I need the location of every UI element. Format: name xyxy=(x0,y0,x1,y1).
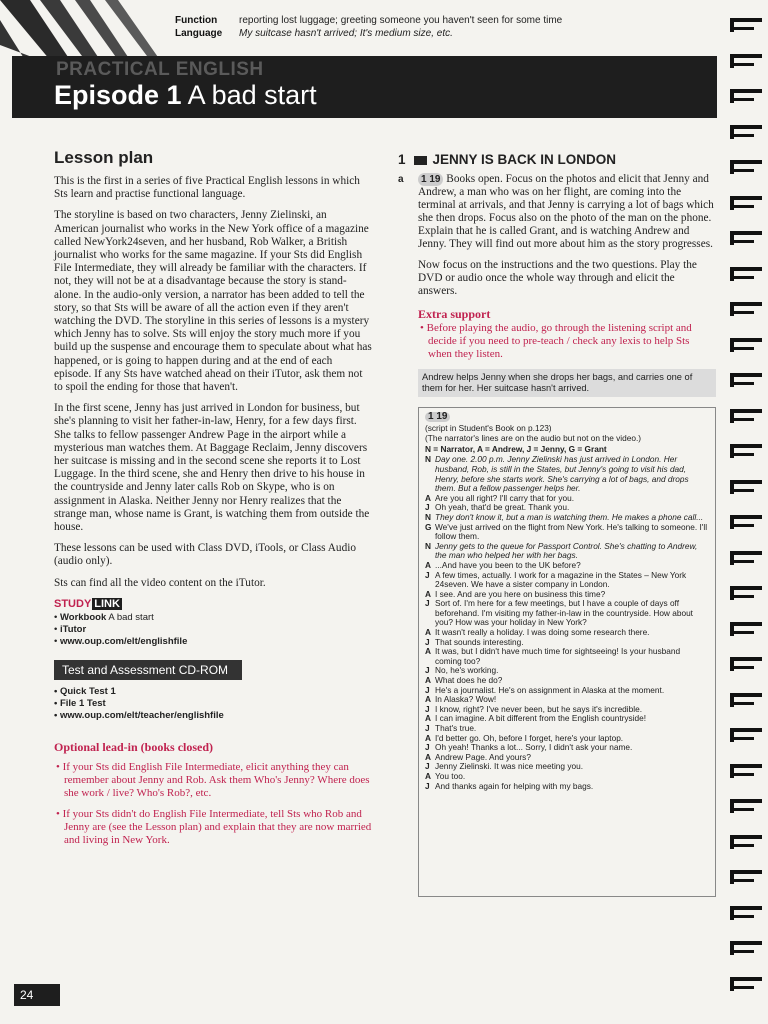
episode-name: A bad start xyxy=(187,80,317,110)
line-text: You too. xyxy=(435,770,466,781)
line-text: We've just arrived on the flight from New York. He's talking to someone. I'll follow them. xyxy=(435,521,708,542)
speaker-label: A xyxy=(425,646,431,657)
extra-support-text: Before playing the audio, go through the listening script and decide if you need to pre-teach / check any lexis to help Sts when they listen. xyxy=(426,322,692,360)
study-link-item xyxy=(54,636,372,648)
cdrom-item: • Quick Test 1 xyxy=(54,686,372,698)
line-text: Are you all right? I'll carry that for you. xyxy=(435,492,575,503)
line-text: It was, but I didn't have much time for sightseeing! Is your husband coming too? xyxy=(435,646,681,666)
activity-letter: a xyxy=(398,174,404,185)
line-text: He's a journalist. He's on assignment in Alaska at the moment. xyxy=(435,684,665,695)
binding-ring xyxy=(730,196,764,212)
binding-ring xyxy=(730,586,764,602)
binding-ring xyxy=(730,18,764,34)
line-text: I can imagine. A bit different from the English countryside! xyxy=(435,713,647,724)
line-text: I know, right? I've never been, but he says it's incredible. xyxy=(435,703,643,714)
binding-ring xyxy=(730,480,764,496)
speaker-label: J xyxy=(425,684,430,695)
binding-ring xyxy=(730,551,764,567)
study-label: STUDY xyxy=(54,597,92,610)
speaker-label: J xyxy=(425,636,430,647)
speaker-label: N xyxy=(425,511,431,522)
study-link-item xyxy=(54,624,372,636)
script-note-2: (The narrator's lines are on the audio but not on the video.) xyxy=(425,433,642,444)
binding-ring xyxy=(730,515,764,531)
script-line xyxy=(425,762,709,772)
function-language-box xyxy=(175,14,562,40)
binding-ring xyxy=(730,693,764,709)
speaker-label: A xyxy=(425,492,431,503)
optional-bullet-2-text: If your Sts didn't do English File Intermediate, tell Sts who Rob and Jenny are (see the Lesson plan) and explain that they are now married and living in New York. xyxy=(62,807,372,846)
study-link-item-bold: iTutor xyxy=(59,623,87,635)
line-text: That's true. xyxy=(435,723,477,733)
speaker-label: A xyxy=(425,694,431,705)
episode-title xyxy=(54,80,317,111)
binding-ring xyxy=(730,89,764,105)
language-label: Language xyxy=(175,28,223,39)
study-link-item-text: A bad start xyxy=(106,611,154,623)
optional-leadin-heading: Optional lead-in (books closed) xyxy=(54,739,214,754)
line-text: Sort of. I'm here for a few meetings, but I have a couple of days off beforehand. I'm visiting my father-in-law in the countryside. How about you? How was your holiday in New York? xyxy=(435,598,693,628)
line-text: That sounds interesting. xyxy=(435,636,524,647)
study-link-item-bold: www.oup.com/elt/englishfile xyxy=(59,635,188,647)
episode-banner xyxy=(12,56,717,118)
binding-ring xyxy=(730,302,764,318)
speaker-label: A xyxy=(425,588,431,599)
script-line xyxy=(425,523,709,542)
line-text: Andrew Page. And yours? xyxy=(435,751,531,762)
script-line xyxy=(425,782,709,792)
optional-bullet-1-text: If your Sts did English File Intermediate, elicit anything they can remember about Jenny and Rob. Ask them Who's Jenny? Where does she work / live? Who's Rob?, etc. xyxy=(62,760,370,799)
speaker-label: J xyxy=(425,502,430,513)
binding-ring xyxy=(730,799,764,815)
left-column xyxy=(54,148,372,855)
line-text: It wasn't really a holiday. I was doing some research there. xyxy=(435,627,650,638)
script-audio-code: 1 19 xyxy=(425,412,450,422)
language-value: My suitcase hasn't arrived; It's medium size, etc. xyxy=(239,28,453,39)
line-text: In Alaska? Wow! xyxy=(435,694,497,705)
lesson-plan-heading: Lesson plan xyxy=(54,148,154,167)
function-label: Function xyxy=(175,15,218,26)
binding-ring xyxy=(730,409,764,425)
binding-ring xyxy=(730,835,764,851)
script-line xyxy=(425,599,709,628)
script-line xyxy=(425,571,709,590)
speaker-label: N xyxy=(425,540,431,551)
speaker-label: A xyxy=(425,627,431,638)
audio-script-box xyxy=(418,407,716,897)
line-text: A few times, actually. I work for a magazine in the States – New York 24seven. We have a sister company in London. xyxy=(435,569,687,590)
line-text: They don't know it, but a man is watching them. He makes a phone call... xyxy=(435,511,704,522)
binding-ring xyxy=(730,941,764,957)
line-text: Jenny Zielinski. It was nice meeting you. xyxy=(435,761,584,772)
cdrom-item: • File 1 Test xyxy=(54,698,372,710)
speaker-label: N xyxy=(425,454,431,465)
cdrom-item: • www.oup.com/elt/teacher/englishfile xyxy=(54,710,372,722)
lesson-plan-p1: This is the first in a series of five Practical English lessons in which Sts learn and practise functional language. xyxy=(54,175,360,201)
binding-ring xyxy=(730,870,764,886)
speaker-label: A xyxy=(425,770,431,781)
script-note: (script in Student's Book on p.123) xyxy=(425,422,552,433)
binding-ring xyxy=(730,373,764,389)
speaker-label: A xyxy=(425,675,431,686)
speaker-label: A xyxy=(425,713,431,724)
speaker-label: J xyxy=(425,703,430,714)
lesson-plan-p2: The storyline is based on two characters, Jenny Zielinski, an American journalist who works in the New York office of a magazine called NewYork24seven, and her husband, Rob Walker, a British journalist who works for the same magazine. If your Sts did English File Intermediate, they will already be familiar with the characters. If not, they will not be at a disadvantage because the story is stand-alone. In the audio-only version, a narrator has been added to tell the story, so that Sts will be aware of all the action even if they aren't watching the DVD. The storyline in this series of lessons is a mystery which Jenny has to solve. Sts will enjoy the story much more if you build up the suspense and encourage them to speculate about what has happened, or is going to happen during and at the end of each episode. If any Sts have watched ahead on their iTutor, ask them not to spoil the ending for those that haven't. xyxy=(54,209,372,394)
speaker-label: J xyxy=(425,761,430,772)
script-key: N = Narrator, A = Andrew, J = Jenny, G = Grant xyxy=(425,443,607,454)
optional-bullet-1: • If your Sts did English File Intermediate, elicit anything they can remember about Jenny and Rob. Ask them Who's Jenny? Where does she work / live? Who's Rob?, etc. xyxy=(56,760,370,799)
line-text: I see. And are you here on business this time? xyxy=(435,588,606,599)
line-text: What does he do? xyxy=(435,675,503,686)
episode-number: Episode 1 xyxy=(54,80,182,110)
speaker-label: J xyxy=(425,742,430,753)
cdrom-heading: Test and Assessment CD-ROM xyxy=(54,660,242,680)
line-text: No, he's working. xyxy=(435,665,499,676)
binding-ring xyxy=(730,338,764,354)
binding-ring xyxy=(730,54,764,70)
binding-ring xyxy=(730,764,764,780)
section-1-heading xyxy=(398,152,716,167)
line-text: Jenny gets to the queue for Passport Control. She's chatting to Andrew, the man who helped her with her bags. xyxy=(435,540,698,561)
speaker-label: A xyxy=(425,751,431,762)
study-link-list xyxy=(54,612,372,648)
activity-a xyxy=(398,173,716,251)
cdrom-list xyxy=(54,686,372,722)
speaker-label: A xyxy=(425,559,431,570)
line-text: Oh yeah, that'd be great. Thank you. xyxy=(435,502,570,513)
script-line xyxy=(425,647,709,666)
study-link-item-bold: Workbook xyxy=(59,611,107,623)
binding-ring xyxy=(730,906,764,922)
line-text: Oh yeah! Thanks a lot... Sorry, I didn't ask your name. xyxy=(435,742,633,753)
line-text: Day one. 2.00 p.m. Jenny Zielinski has just arrived in London. Her husband, Rob, is still in the States, but Jenny's going to visit his dad, Henry, before she starts work. She's carrying a lot of bags, and drops them. But a fellow passenger helps her. xyxy=(435,454,689,494)
binding-ring xyxy=(730,657,764,673)
speaker-label: J xyxy=(425,780,430,791)
activity-a-body: Books open. Focus on the photos and elicit that Jenny and Andrew, a man who was on her flight, are coming into the terminal at arrivals, and that Jenny is carrying a lot of bags which she then drops. Focus also on the photo of the man on the phone. Explain that he is called Grant, and is watching Andrew and Jenny. They will find out more about him as the story progresses. xyxy=(418,173,714,250)
optional-bullet-2: • If your Sts didn't do English File Intermediate, tell Sts who Rob and Jenny are (see the Lesson plan) and explain that they are now married and living in New York. xyxy=(56,807,372,846)
script-lines xyxy=(425,455,709,791)
binding-ring xyxy=(730,622,764,638)
activity-a-text xyxy=(418,173,716,251)
corner-burst-decoration xyxy=(0,0,180,60)
binding-ring xyxy=(730,977,764,993)
extra-support-heading: Extra support xyxy=(418,307,491,321)
page-number: 24 xyxy=(14,984,60,1006)
binding-ring xyxy=(730,160,764,176)
activity-a-p2: Now focus on the instructions and the two questions. Play the DVD or audio once the whole way through and elicit the answers. xyxy=(418,259,697,297)
study-link-heading xyxy=(54,598,372,610)
link-box: LINK xyxy=(94,597,120,610)
speaker-label: J xyxy=(425,723,430,733)
speaker-label: A xyxy=(425,732,431,743)
line-text: I'd better go. Oh, before I forget, here's your laptop. xyxy=(435,732,624,743)
section-title: JENNY IS BACK IN LONDON xyxy=(432,152,617,167)
video-icon xyxy=(414,156,427,165)
line-text: ...And have you been to the UK before? xyxy=(435,559,581,570)
script-line xyxy=(425,455,709,493)
section-number: 1 xyxy=(398,152,406,167)
lesson-plan-p3: In the first scene, Jenny has just arrived in London for business, but she's planning to visit her father-in-law, Henry, for a few days first. She talks to fellow passenger Andrew Page in the airport while a mysterious man watches them. At Baggage Reclaim, Jenny discovers her suitcase is missing and in the second scene she reports it to Lost Luggage. In the third scene, she and Henry then drive to his house in the countryside and Jenny later calls Rob on Skype, who is on assignment in Alaska. Neither Jenny nor Henry realizes that the strange man, whose name is Grant, is watching them from outside the house. xyxy=(54,402,370,534)
speaker-label: G xyxy=(425,521,432,532)
right-column xyxy=(398,152,716,897)
banner-kicker: PRACTICAL ENGLISH xyxy=(56,59,264,80)
answers-box: Andrew helps Jenny when she drops her bags, and carries one of them for her. Her suitcase hasn't arrived. xyxy=(418,369,716,397)
lesson-plan-p5: Sts can find all the video content on the iTutor. xyxy=(54,576,266,589)
extra-support-bullet: • Before playing the audio, go through the listening script and decide if you need to pre-teach / check any lexis to help Sts when they listen. xyxy=(420,322,692,360)
script-line xyxy=(425,542,709,561)
binding-ring xyxy=(730,125,764,141)
binding-ring xyxy=(730,231,764,247)
binding-ring xyxy=(730,267,764,283)
binding-ring xyxy=(730,728,764,744)
study-link-item xyxy=(54,612,372,624)
spiral-binding xyxy=(724,0,768,1024)
lesson-plan-p4: These lessons can be used with Class DVD, iTools, or Class Audio (audio only). xyxy=(54,542,357,568)
audio-code-badge: 1 19 xyxy=(418,173,443,186)
speaker-label: J xyxy=(425,665,430,676)
speaker-label: J xyxy=(425,598,430,609)
function-value: reporting lost luggage; greeting someone you haven't seen for some time xyxy=(239,15,563,26)
line-text: And thanks again for helping with my bags. xyxy=(435,780,594,791)
speaker-label: J xyxy=(425,569,430,580)
binding-ring xyxy=(730,444,764,460)
